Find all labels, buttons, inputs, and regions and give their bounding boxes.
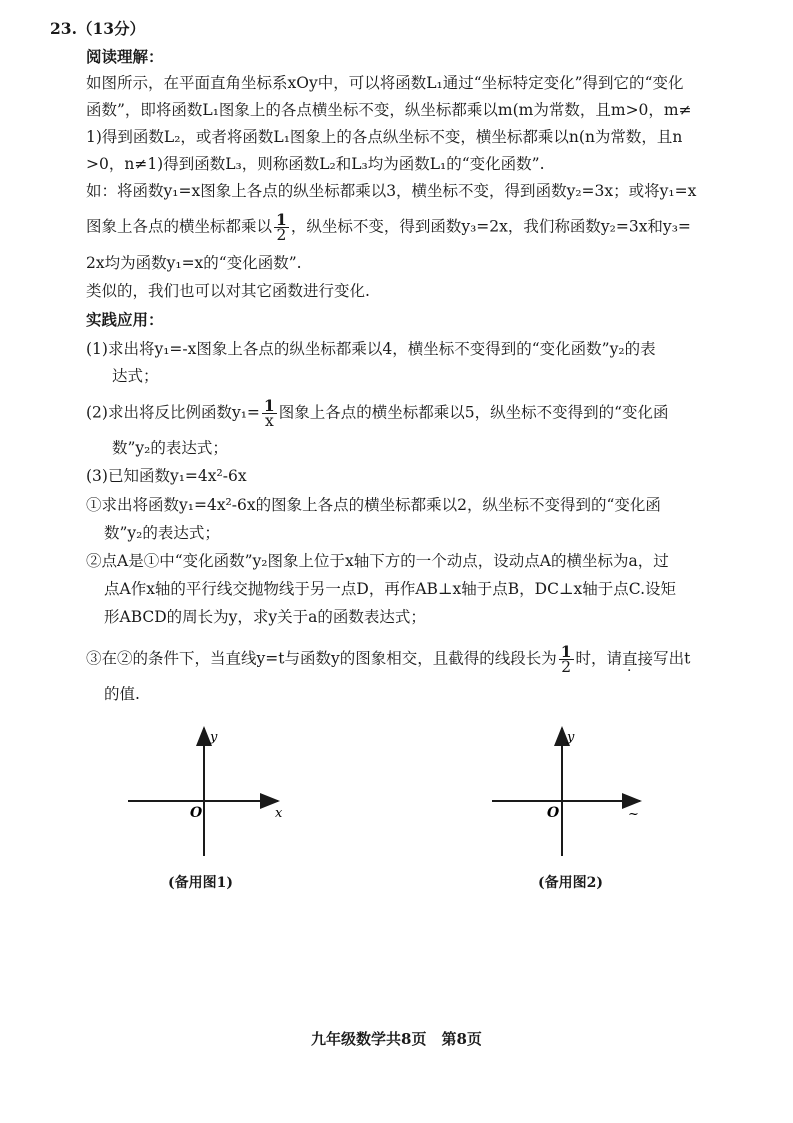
reading-line-4: >0，n≠1)得到函数L₃，则称函数L₂和L₃均为函数L₁的“变化函数”.: [86, 155, 545, 173]
origin-label: O: [547, 805, 560, 821]
reading-line-1: 如图所示，在平面直角坐标系xOy中，可以将函数L₁通过“坐标特定变化”得到它的“变化: [86, 74, 684, 92]
q3-1-line-2: 数”y₂的表达式；: [104, 524, 220, 542]
emphasis-dots: 直接: [622, 649, 654, 668]
q2-line-1: (2)求出将反比例函数y₁= $\frac{1}{x}$ 图象上各点的横坐标都乘以5，纵坐标不变得到的“变化函: [86, 396, 669, 430]
reading-line-2: 函数”，即将函数L₁图象上的各点横坐标不变，纵坐标都乘以m(m为常数，且m>0，m≠: [86, 101, 692, 119]
spare-figure-1: [120, 718, 300, 858]
example-line-3: 2x均为函数y₁=x的“变化函数”.: [86, 254, 302, 272]
reading-heading: 阅读理解：: [86, 47, 164, 66]
spare-figure-2: [484, 718, 664, 858]
y-axis-label: y: [210, 730, 218, 745]
q1-line-2: 达式；: [112, 367, 159, 385]
q3-line: (3)已知函数y₁=4x²-6x: [86, 467, 247, 485]
figure-1-caption: (备用图1): [168, 875, 233, 891]
origin-label: O: [190, 805, 203, 821]
reading-line-3: 1)得到函数L₂，或者将函数L₁图象上的各点纵坐标不变，横坐标都乘以n(n为常数，且n: [86, 128, 683, 146]
practice-heading: 实践应用：: [86, 310, 164, 329]
q3-2-line-3: 形ABCD的周长为y，求y关于a的函数表达式；: [104, 608, 426, 626]
example-line-2: 图象上各点的横坐标都乘以 $\frac{1}{2}$ ，纵坐标不变，得到函数y₃=2x，我们称函数y₂=3x和y₃=: [86, 210, 691, 244]
example-line-1: 如：将函数y₁=x图象上各点的纵坐标都乘以3，横坐标不变，得到函数y₂=3x；或将y₁=x: [86, 182, 697, 200]
q3-3-line-2: 的值.: [104, 685, 140, 703]
question-number: 23.（13分）: [50, 19, 146, 38]
x-axis-label: ~: [628, 807, 639, 822]
q3-3-line-1: ③在②的条件下，当直线y=t与函数y的图象相交，且截得的线段长为 $\frac{1}{2}$ 时，请直接写出t: [86, 642, 691, 676]
x-axis-label: x: [275, 806, 283, 821]
figure-2-caption: (备用图2): [538, 875, 603, 891]
q3-2-line-1: ②点A是①中“变化函数”y₂图象上位于x轴下方的一个动点，设动点A的横坐标为a，过: [86, 552, 669, 570]
fraction-one-over-x: $\frac{1}{x}$: [263, 396, 275, 430]
example-line-4: 类似的，我们也可以对其它函数进行变化.: [86, 282, 370, 300]
q1-line-1: (1)求出将y₁=-x图象上各点的纵坐标都乘以4，横坐标不变得到的“变化函数”y₂的表: [86, 340, 656, 358]
y-axis-label: y: [567, 730, 575, 745]
page-footer: 九年级数学共8页 第8页: [311, 1030, 482, 1048]
q3-2-line-2: 点A作x轴的平行线交抛物线于另一点D，再作AB⊥x轴于点B，DC⊥x轴于点C.设矩: [104, 580, 676, 598]
q2-line-2: 数”y₂的表达式；: [112, 439, 228, 457]
fraction-half: $\frac{1}{2}$: [276, 210, 287, 244]
q3-1-line-1: ①求出将函数y₁=4x²-6x的图象上各点的横坐标都乘以2，纵坐标不变得到的“变化函: [86, 496, 661, 514]
fraction-half-2: $\frac{1}{2}$: [560, 642, 572, 676]
